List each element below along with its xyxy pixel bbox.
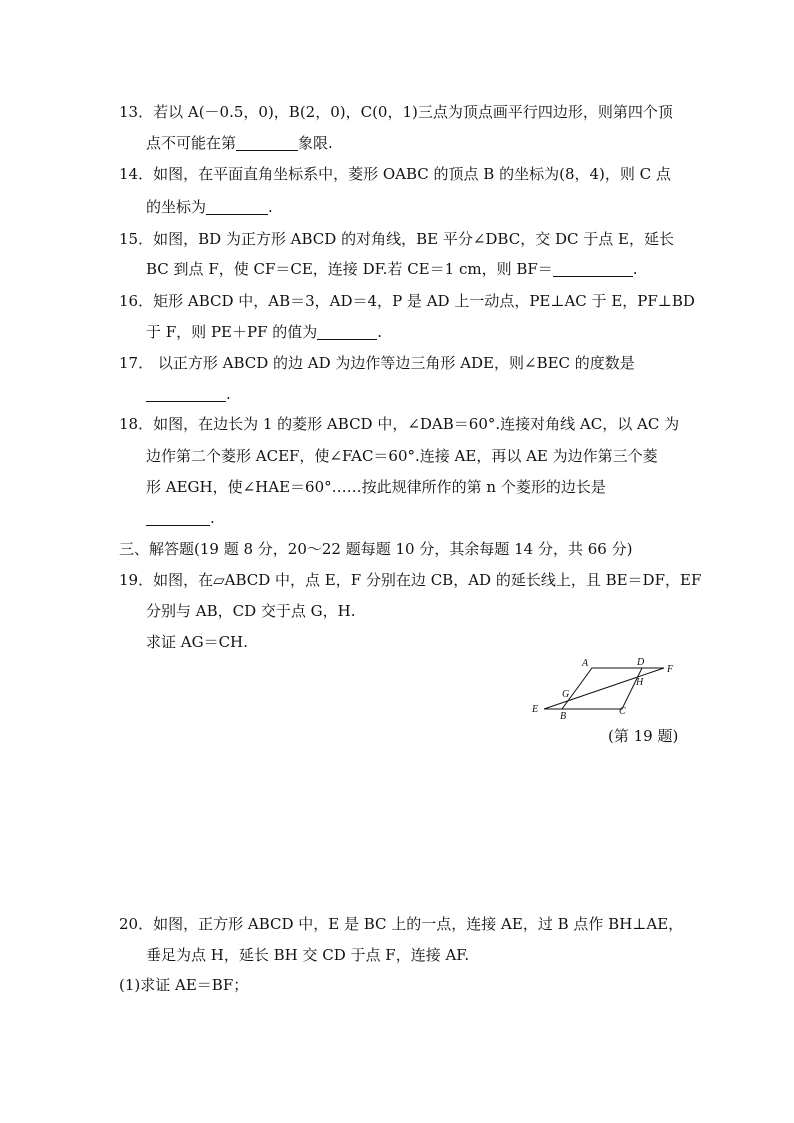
question-13-line-1: 13．若以 A(－0.5，0)，B(2，0)，C(0，1)三点为顶点画平行四边形，则第四个顶	[119, 103, 673, 121]
question-15-tail: .	[632, 260, 638, 278]
question-20-part-1: (1)求证 AE＝BF；	[119, 976, 249, 994]
figure-19-caption: (第 19 题)	[608, 727, 679, 745]
label-f: F	[667, 664, 674, 675]
answer-blank-16[interactable]	[317, 325, 377, 340]
question-15-line-1: 15．如图，BD 为正方形 ABCD 的对角线，BE 平分∠DBC，交 DC 于点 E，延长	[119, 230, 674, 248]
parallelogram-abcd	[562, 668, 642, 709]
answer-blank-14[interactable]	[206, 200, 268, 215]
label-c: C	[619, 706, 626, 717]
question-17-line-1: 17． 以正方形 ABCD 的边 AD 为边作等边三角形 ADE，则∠BEC 的度数是	[119, 354, 635, 372]
question-16-tail: .	[377, 323, 383, 341]
answer-blank-13[interactable]	[236, 136, 298, 151]
question-19-line-2: 分别与 AB，CD 交于点 G，H.	[146, 602, 356, 620]
label-b: B	[560, 711, 567, 722]
question-19-line-1: 19．如图，在▱ABCD 中，点 E，F 分别在边 CB，AD 的延长线上，且 BE＝DF，EF	[119, 571, 702, 589]
question-20-line-1: 20．如图，正方形 ABCD 中，E 是 BC 上的一点，连接 AE，过 B 点作 BH⊥AE，	[119, 915, 684, 933]
label-h: H	[636, 677, 644, 688]
question-17-tail: .	[226, 385, 231, 403]
answer-blank-17[interactable]	[146, 387, 226, 402]
question-14-tail: .	[268, 198, 273, 216]
question-18-line-2: 边作第二个菱形 ACEF，使∠FAC＝60°.连接 AE，再以 AE 为边作第三个菱	[146, 447, 658, 465]
question-15-line-2	[146, 259, 638, 279]
question-16-line-2	[146, 322, 382, 342]
question-20-line-2: 垂足为点 H，延长 BH 交 CD 于点 F，连接 AF.	[146, 946, 470, 964]
question-14-text: 的坐标为	[146, 198, 207, 216]
label-a: A	[582, 658, 589, 669]
question-14-line-2	[146, 197, 273, 217]
question-18-line-1: 18．如图，在边长为 1 的菱形 ABCD 中，∠DAB＝60°.连接对角线 AC，以 AC 为	[119, 415, 680, 433]
question-15-text: BC 到点 F，使 CF＝CE，连接 DF.若 CE＝1 cm，则 BF＝	[146, 260, 553, 278]
question-16-line-1: 16．矩形 ABCD 中，AB＝3，AD＝4，P 是 AD 上一动点，PE⊥AC 于 E，PF⊥BD	[119, 292, 695, 310]
section-3-heading: 三、解答题(19 题 8 分，20～22 题每题 10 分，其余每题 14 分，共 66 分)	[119, 540, 633, 558]
question-19-proof: 求证 AG＝CH.	[146, 633, 248, 651]
question-18-tail: .	[210, 509, 215, 527]
question-16-text: 于 F，则 PE＋PF 的值为	[146, 323, 318, 341]
answer-blank-15[interactable]	[553, 262, 633, 277]
parallelogram-figure	[526, 652, 680, 722]
question-13-tail: 象限.	[298, 134, 333, 152]
answer-blank-18[interactable]	[146, 511, 210, 526]
label-d: D	[637, 657, 645, 668]
question-17-line-2	[146, 384, 231, 404]
question-18-line-4	[146, 508, 215, 528]
question-18-line-3: 形 AEGH，使∠HAE＝60°……按此规律所作的第 n 个菱形的边长是	[146, 478, 606, 496]
label-e: E	[532, 704, 539, 715]
question-13-line-2	[146, 133, 333, 153]
label-g: G	[562, 689, 570, 700]
question-14-line-1: 14．如图，在平面直角坐标系中，菱形 OABC 的顶点 B 的坐标为(8，4)，则 C 点	[119, 165, 671, 183]
question-13-text: 点不可能在第	[146, 134, 237, 152]
